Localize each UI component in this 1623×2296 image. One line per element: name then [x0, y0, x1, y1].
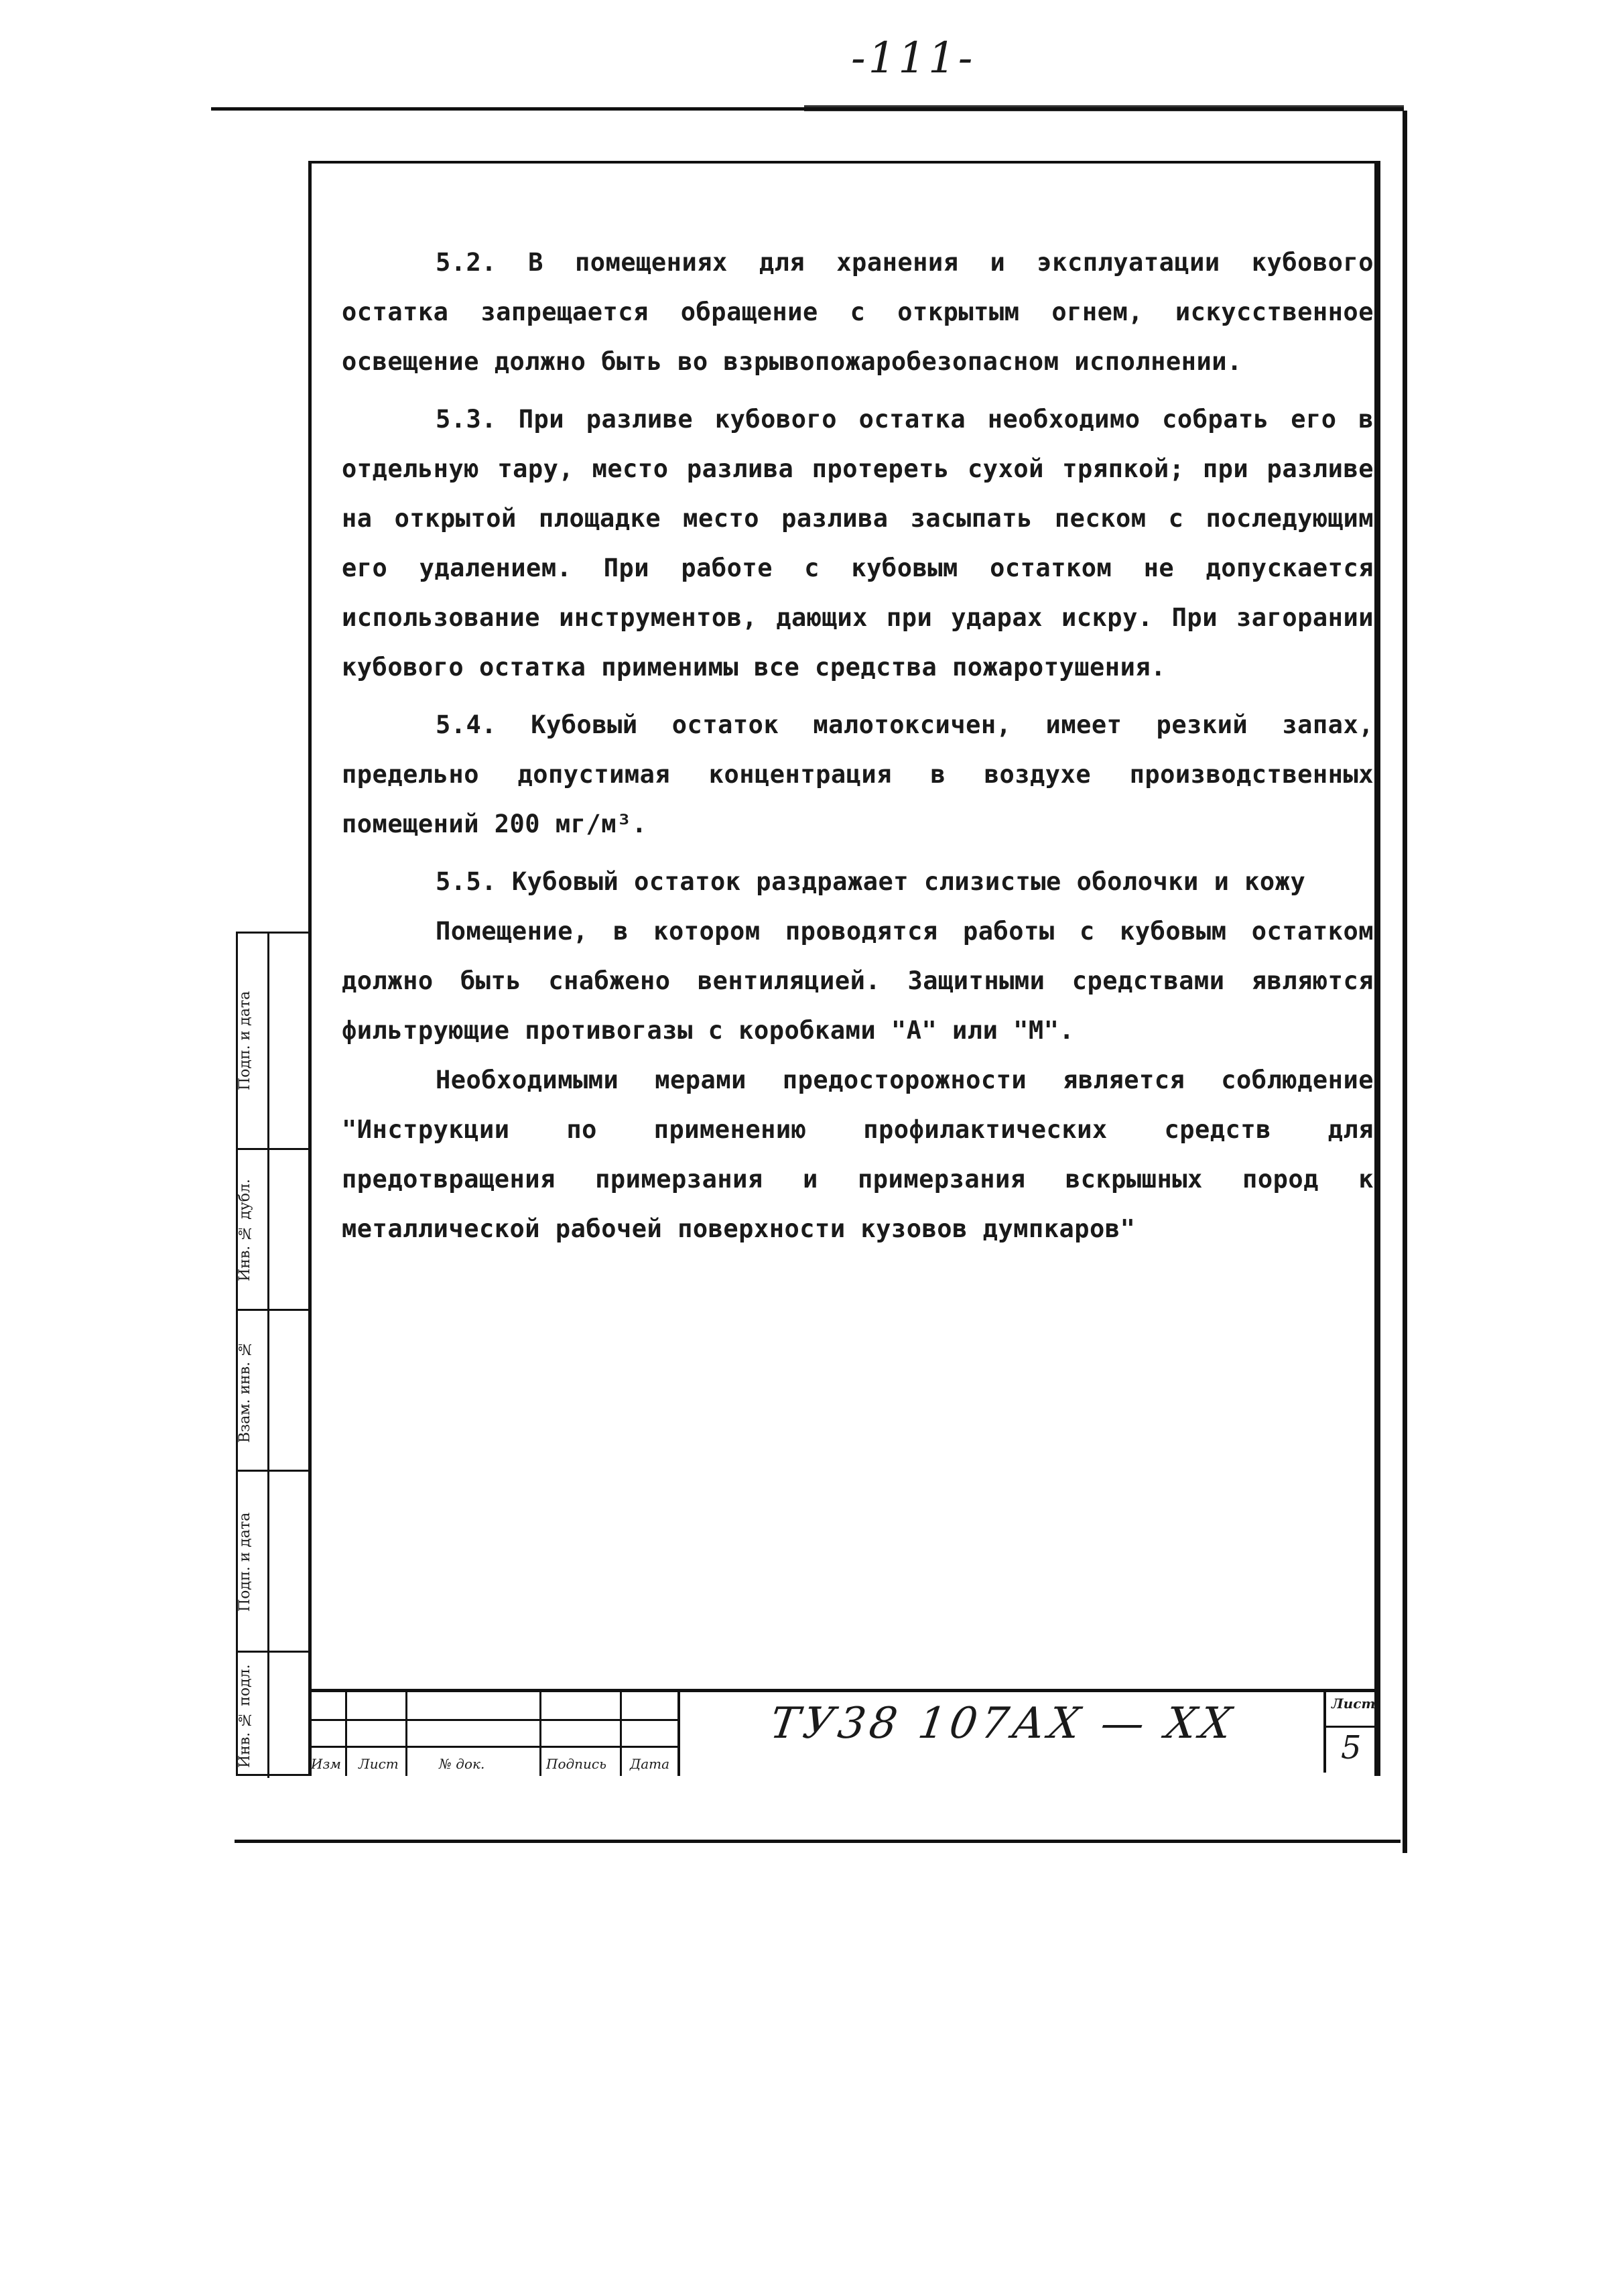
column-label-change: Изм [311, 1756, 341, 1772]
paragraph-5-5: 5.5. Кубовый остаток раздражает слизистые оболочки и кожу [436, 867, 1306, 896]
paragraph-5-4: 5.4. Кубовый остаток малотоксичен, имеет резкий запах, предельно допустимая концентрация в воздухе производственных помещений 200 мг/м³. [342, 710, 1374, 838]
column-label-doc-number: № док. [439, 1756, 485, 1772]
top-scan-line-thick [804, 105, 1404, 111]
paragraph-5-3: 5.3. При разливе кубового остатка необходимо собрать его в отдельную тару, место разлива протереть сухой тряпкой; при разливе на открытой площадке место разлива засыпать песком с последующим его удалением. При работе с кубовым остатком не допускается использование инструментов, дающих при ударах искру. При загорании кубового остатка применимы все средства пожаротушения. [342, 405, 1374, 682]
paragraph-precautions: Необходимыми мерами предосторожности является соблюдение "Инструкции по применению профилактических средств для предотвращения примерзания и примерзания вскрышных пород к металлической рабочей поверхности кузовов думпкаров" [342, 1066, 1374, 1243]
title-block-grid [308, 1692, 680, 1776]
sheet-number-box [1323, 1689, 1374, 1773]
sheet-number: 5 [1341, 1729, 1362, 1767]
side-cell-sign-date-1 [238, 934, 308, 1148]
paragraph-ventilation: Помещение, в котором проводятся работы с кубовым остатком должно быть снабжено вентиляцией. Защитными средствами являются фильтрующие противогазы с коробками "А" или "М". [342, 917, 1374, 1045]
side-label: Инв. № дубл. [237, 1179, 253, 1282]
side-cell-orig-inv [238, 1651, 308, 1778]
bottom-scan-line [235, 1840, 1401, 1843]
side-cell-replace-inv [238, 1309, 308, 1470]
column-label-signature: Подпись [546, 1756, 607, 1772]
column-label-date: Дата [630, 1756, 670, 1772]
side-label: Подп. и дата [237, 1512, 253, 1612]
document-code: ТУ38 107АХ — ХХ [767, 1699, 1238, 1748]
document-body [342, 238, 1374, 1262]
sheet-label: Лист [1332, 1696, 1376, 1712]
side-cell-dup-inv [238, 1148, 308, 1309]
column-label-sheet: Лист [359, 1756, 399, 1772]
right-scan-edge [1403, 111, 1407, 1853]
page-number: -111- [851, 34, 976, 83]
side-stamp [236, 932, 308, 1776]
side-label: Взам. инв. № [237, 1340, 253, 1443]
side-label: Инв. № подл. [237, 1664, 253, 1769]
paragraph-5-2: 5.2. В помещениях для хранения и эксплуатации кубового остатка запрещается обращение с открытым огнем, искусственное освещение должно быть во взрывопожаробезопасном исполнении. [342, 248, 1374, 376]
side-label: Подп. и дата [237, 991, 253, 1091]
side-cell-sign-date-2 [238, 1470, 308, 1651]
